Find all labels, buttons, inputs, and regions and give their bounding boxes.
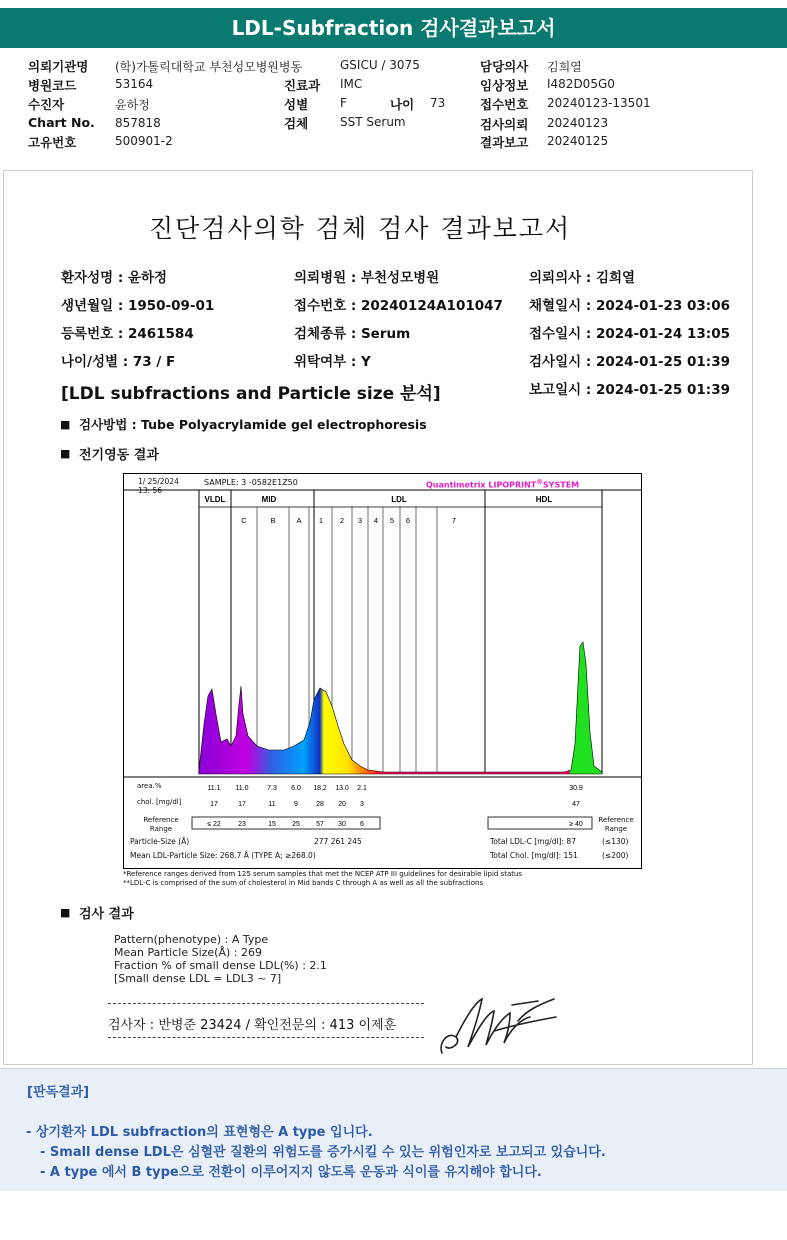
ref-value: 15 [268, 821, 276, 828]
receive-time: 접수일시 : 2024-01-24 13:05 [529, 326, 730, 342]
receipt-value: 20240123-13501 [547, 96, 651, 110]
total-chol: Total Chol. [mg/dl]: 151 [490, 851, 578, 860]
chol-value: 47 [572, 801, 580, 808]
outsourced: 위탁여부 : Y [294, 354, 371, 370]
group-label-hdl: HDL [535, 495, 553, 504]
institution-value: (학)가톨릭대학교 부천성모병원병동 [115, 60, 303, 74]
unique-label: 고유번호 [28, 135, 77, 150]
chart-time: 13: 56 [138, 486, 162, 495]
chol-value: 3 [360, 801, 364, 808]
area-value: 7.3 [267, 785, 277, 792]
particle-size-label: Particle-Size (Å) [130, 837, 190, 846]
lipoprint-chart [123, 473, 642, 869]
area-value: 2.1 [357, 785, 367, 792]
brand-registered-mark: ® [536, 478, 543, 486]
mean-size-result: Mean Particle Size(Å) : 269 [114, 946, 262, 959]
ref-value: 23 [238, 821, 246, 828]
band-label-2: 2 [339, 516, 345, 525]
band-label-1: 1 [318, 516, 324, 525]
analysis-section-title: [LDL subfractions and Particle size 분석] [61, 384, 441, 404]
total-ldl-ref: (≤130) [602, 837, 629, 846]
sample-id: SAMPLE: 3 -0582E1Z50 [204, 478, 298, 487]
clinical-value: I482D05G0 [547, 77, 615, 91]
area-value: 6.0 [291, 785, 301, 792]
footnote-2: **LDL-C is comprised of the sum of cholesterol in Mid bands C through A as well as all the subfractions [123, 879, 484, 887]
sex-label: 성별 [284, 97, 309, 112]
chart-plot [124, 474, 641, 868]
requesting-doctor: 의뢰의사 : 김희열 [529, 270, 636, 286]
brand-system: SYSTEM [542, 480, 580, 490]
area-row-label: area.% [137, 782, 162, 790]
request-value: 20240123 [547, 116, 609, 130]
report-value: 20240125 [547, 134, 609, 148]
chol-row-label: chol. [mg/dl] [137, 798, 182, 806]
band-label-3: 3 [357, 516, 363, 525]
electrophoresis-heading: 전기영동 결과 [79, 448, 159, 463]
ref-value: 30 [338, 821, 346, 828]
dept-value: IMC [340, 77, 363, 91]
birth-date: 생년월일 : 1950-09-01 [61, 298, 215, 314]
doctor-label: 담당의사 [480, 59, 529, 74]
chart-value: 857818 [115, 116, 161, 130]
receipt-no: 접수번호 : 20240124A101047 [294, 298, 503, 314]
area-value: 30.9 [569, 785, 583, 792]
band-label-7: 7 [451, 516, 457, 525]
age-label: 나이 [390, 97, 415, 112]
band-label-6: 6 [405, 516, 411, 525]
electrophoresis-curve [199, 642, 602, 774]
group-label-ldl: LDL [391, 495, 407, 504]
finding-line-2: - Small dense LDL은 심혈관 질환의 위험도를 증가시킬 수 있는 위험인자로 보고되고 있습니다. [40, 1145, 606, 1160]
bullet-icon: ■ [60, 447, 71, 460]
signature-image [434, 991, 564, 1061]
ref-value: 6 [360, 821, 364, 828]
ref-row-label: Reference Range [143, 816, 179, 833]
footnote-1: *Reference ranges derived from 125 serum samples that met the NCEP ATP III guidelines for desirable lipid status [123, 870, 523, 878]
chol-value: 20 [338, 801, 346, 808]
finding-line-1: - 상기환자 LDL subfraction의 표현형은 A type 입니다. [26, 1125, 373, 1140]
total-chol-ref: (≤200) [602, 851, 629, 860]
signer-line: 검사자 : 반병준 23424 / 확인전문의 : 413 이제훈 [108, 1018, 397, 1033]
requesting-hospital: 의뢰병원 : 부천성모병원 [294, 270, 440, 286]
findings-panel [0, 1068, 787, 1191]
ref-value: 25 [292, 821, 300, 828]
area-value: 11.1 [207, 785, 221, 792]
ward-value: GSICU / 3075 [340, 58, 420, 72]
patient-label: 수진자 [28, 97, 65, 112]
small-dense-def: [Small dense LDL = LDL3 ~ 7] [114, 972, 282, 985]
ref-row-label-right: Reference Range [598, 816, 634, 833]
band-label-C: C [241, 516, 247, 525]
chol-value: 11 [268, 801, 276, 808]
band-label-B: B [270, 516, 276, 525]
ref-value: ≤ 22 [207, 821, 221, 828]
fraction-result: Fraction % of small dense LDL(%) : 2.1 [114, 959, 327, 972]
hospital-code-value: 53164 [115, 77, 154, 91]
registration-no: 등록번호 : 2461584 [61, 326, 194, 342]
institution-label: 의뢰기관명 [28, 59, 89, 74]
receipt-label: 접수번호 [480, 97, 529, 112]
specimen-value: SST Serum [340, 115, 406, 129]
band-label-5: 5 [389, 516, 395, 525]
result-heading: 검사 결과 [79, 907, 134, 922]
specimen-label: 검체 [284, 116, 309, 131]
unique-value: 500901-2 [115, 134, 173, 148]
chart-label: Chart No. [28, 115, 95, 130]
age-sex: 나이/성별 : 73 / F [61, 354, 176, 370]
chart-date: 1/ 25/2024 [138, 477, 179, 486]
report-label: 결과보고 [480, 135, 529, 150]
sex-value: F [340, 96, 347, 110]
scan-title: 진단검사의학 검체 검사 결과보고서 [149, 214, 572, 243]
report-title: LDL-Subfraction 검사결과보고서 [231, 16, 556, 40]
divider [108, 1037, 424, 1038]
chol-value: 17 [238, 801, 246, 808]
brand-name: Quantimetrix LIPOPRINT [426, 480, 537, 490]
ref-value: 57 [316, 821, 324, 828]
chol-value: 17 [210, 801, 218, 808]
findings-heading: [판독결과] [27, 1085, 90, 1100]
bullet-icon: ■ [60, 418, 71, 431]
total-ldl: Total LDL-C [mg/dl]: 87 [490, 837, 576, 846]
particle-size-values: 277 261 245 [314, 837, 362, 846]
patient-value: 윤하정 [115, 98, 150, 112]
report-title-bar [0, 8, 787, 48]
request-label: 검사의뢰 [480, 117, 529, 132]
clinical-label: 임상정보 [480, 78, 529, 93]
band-label-4: 4 [373, 516, 379, 525]
hospital-code-label: 병원코드 [28, 78, 77, 93]
group-label-vldl: VLDL [204, 495, 226, 504]
area-value: 13.0 [335, 785, 349, 792]
test-time: 검사일시 : 2024-01-25 01:39 [529, 354, 730, 370]
mean-particle-size: Mean LDL-Particle Size: 268.7 Å (TYPE A; ≥268.0) [130, 851, 316, 860]
ref-value-hdl: ≥ 40 [569, 821, 583, 828]
chol-value: 9 [294, 801, 298, 808]
band-label-A: A [296, 516, 302, 525]
report-time: 보고일시 : 2024-01-25 01:39 [529, 382, 730, 398]
collection-time: 채혈일시 : 2024-01-23 03:06 [529, 298, 730, 314]
dept-label: 진료과 [284, 78, 321, 93]
divider [108, 1003, 424, 1004]
test-method: 검사방법 : Tube Polyacrylamide gel electrophoresis [79, 417, 427, 432]
pattern-result: Pattern(phenotype) : A Type [114, 933, 269, 946]
area-value: 18.2 [313, 785, 327, 792]
bullet-icon: ■ [60, 906, 71, 919]
area-value: 11.0 [235, 785, 249, 792]
group-label-mid: MID [261, 495, 277, 504]
age-value: 73 [430, 96, 446, 110]
finding-line-3: - A type 에서 B type으로 전환이 이루어지지 않도록 운동과 식이를 유지해야 합니다. [40, 1165, 542, 1180]
doctor-value: 김희열 [547, 60, 582, 74]
chol-value: 28 [316, 801, 324, 808]
patient-name: 환자성명 : 윤하정 [61, 270, 168, 286]
specimen-type: 검체종류 : Serum [294, 326, 411, 342]
